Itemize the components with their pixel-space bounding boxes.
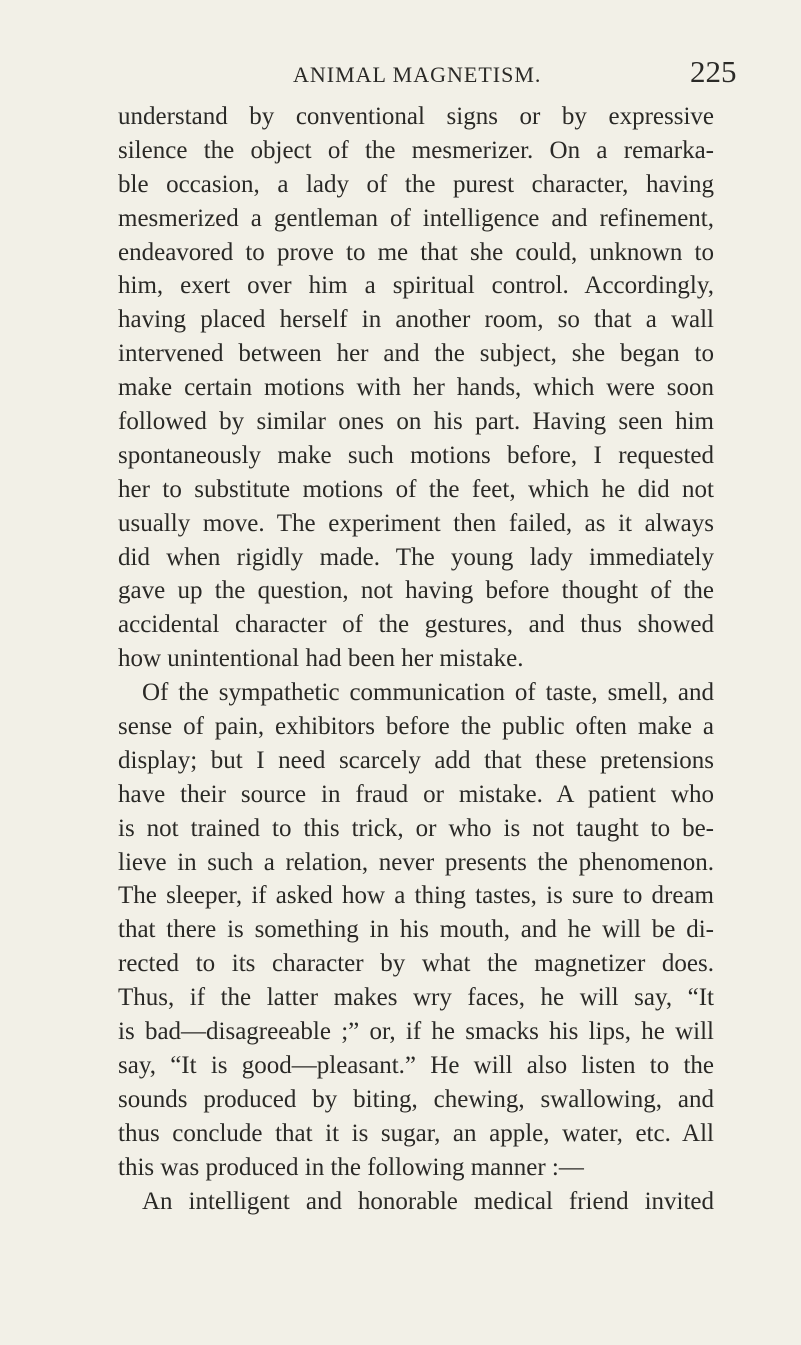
paragraph-2: [118, 676, 714, 1184]
text-line: usually move. The experiment then failed, as it always: [118, 509, 714, 537]
text-line: thus conclude that it is sugar, an apple, water, etc. All: [118, 1119, 714, 1147]
text-line: him, exert over him a spiritual control. Accordingly,: [118, 272, 714, 300]
text-line: have their source in fraud or mistake. A patient who: [118, 780, 714, 808]
text-line: understand by conventional signs or by expressive: [118, 103, 714, 130]
text-line: her to substitute motions of the feet, which he did not: [118, 475, 714, 503]
text-line: ble occasion, a lady of the purest character, having: [118, 170, 714, 198]
text-line: sounds produced by biting, chewing, swallowing, and: [118, 1085, 714, 1113]
page-header: [0, 52, 801, 92]
body-text: [118, 100, 714, 1218]
text-line: endeavored to prove to me that she could, unknown to: [118, 238, 714, 266]
text-line: lieve in such a relation, never presents the phenomenon.: [118, 848, 714, 876]
text-line: followed by similar ones on his part. Having seen him: [118, 408, 714, 436]
text-line: display; but I need scarcely add that these pretensions: [118, 746, 714, 774]
text-line: intervened between her and the subject, she began to: [118, 340, 714, 368]
text-line: gave up the question, not having before thought of the: [118, 577, 714, 605]
text-line: Of the sympathetic communication of taste, smell, and: [142, 679, 714, 707]
text-line: accidental character of the gestures, and thus showed: [118, 611, 714, 639]
text-line: that there is something in his mouth, and he will be di-: [118, 916, 714, 944]
page-number: 225: [690, 54, 737, 89]
text-line: this was produced in the following manner :—: [118, 1153, 584, 1181]
text-line: having placed herself in another room, so that a wall: [118, 306, 714, 334]
text-line: The sleeper, if asked how a thing tastes, is sure to dream: [118, 882, 714, 910]
text-line: silence the object of the mesmerizer. On a remarka-: [118, 136, 714, 164]
text-line: rected to its character by what the magnetizer does.: [118, 950, 714, 978]
text-line: spontaneously make such motions before, I requested: [118, 441, 714, 469]
text-line: say, “It is good—pleasant.” He will also listen to the: [118, 1051, 714, 1079]
text-line: sense of pain, exhibitors before the public often make a: [118, 713, 714, 741]
paragraph-3: [118, 1185, 714, 1219]
running-head: ANIMAL MAGNETISM.: [293, 62, 542, 87]
text-line: make certain motions with her hands, which were soon: [118, 374, 714, 402]
text-line: is not trained to this trick, or who is not taught to be-: [118, 814, 714, 842]
text-line: Thus, if the latter makes wry faces, he will say, “It: [118, 984, 714, 1012]
text-line: did when rigidly made. The young lady immediately: [118, 543, 714, 571]
text-line: is bad—disagreeable ;” or, if he smacks his lips, he will: [118, 1018, 714, 1046]
text-line: mesmerized a gentleman of intelligence and refinement,: [118, 204, 714, 232]
text-line: how unintentional had been her mistake.: [118, 645, 524, 673]
text-line: An intelligent and honorable medical friend invited: [142, 1187, 714, 1215]
paragraph-1: [118, 100, 714, 676]
